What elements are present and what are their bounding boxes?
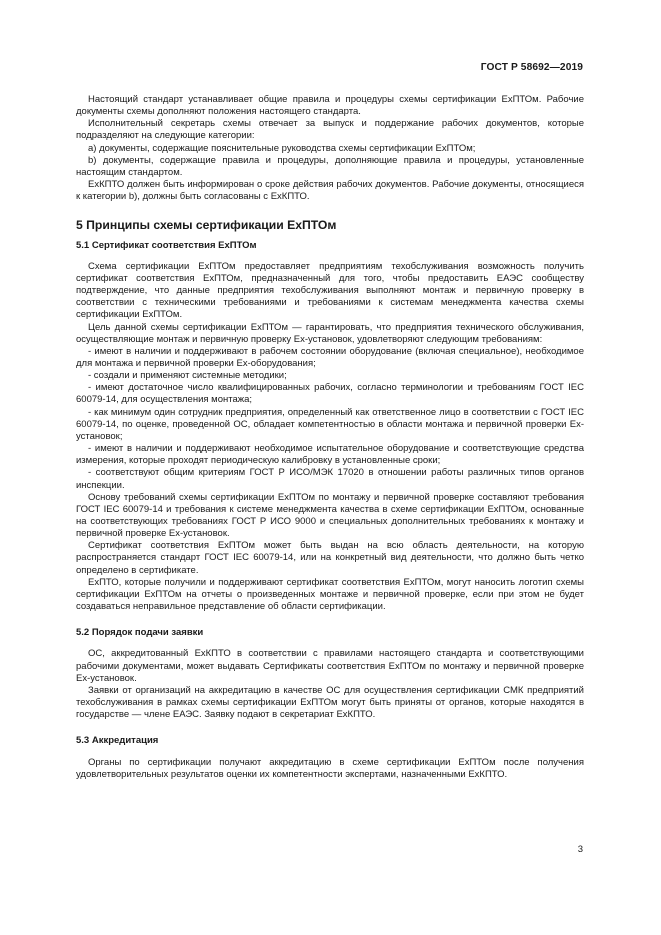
paragraph: ExПТО, которые получили и поддерживают сертификат соответствия ExПТОм, могут наносить логотип схемы сертификации ExПТОм на отчеты о произведенных монтаже и первичной проверке, если при этом не будет создаваться неправильное представление об области сертификации. [76,576,584,613]
document-body [76,94,584,781]
list-item: - создали и применяют системные методики; [88,370,287,382]
paragraph: Исполнительный секретарь схемы отвечает за выпуск и поддержание рабочих документов, которые подразделяют на следующие категории: [76,118,584,142]
paragraph: Схема сертификации ExПТОм предоставляет предприятиям техобслуживания возможность получить сертификат соответствия ExПТОм, предназначенный для того, чтобы предоставить ЕАЭС сообществу подтверждение, что данные предприятия техобслуживания выполняют монтаж и первичную проверку в соответствии с техническими требованиями и требованиями к системам менеджмента качества схемы сертификации ExПТОм. [76,260,584,321]
list-item: a) документы, содержащие пояснительные руководства схемы сертификации ExПТОм; [88,142,476,154]
list-item: - имеют достаточное число квалифицированных рабочих, согласно терминологии и требованиям ГОСТ IEC 60079-14, для осуществления монтажа; [76,382,584,406]
subsection-5-2-heading: 5.2 Порядок подачи заявки [76,627,204,639]
list-item: b) документы, содержащие правила и процедуры, дополняющие правила и процедуры, установленные настоящим стандартом. [76,154,584,178]
paragraph: Цель данной схемы сертификации ExПТОм — гарантировать, что предприятия технического обслуживания, осуществляющие монтаж и первичную проверку Ex-установок, удовлетворяют следующим требованиям: [76,321,584,345]
list-item: - имеют в наличии и поддерживают в рабочем состоянии оборудование (включая специальное), необходимое для монтажа и первичной проверки Ex-оборудования; [76,345,584,369]
paragraph: Органы по сертификации получают аккредитацию в схеме сертификации ExПТОм после получения удовлетворительных результатов оценки их компетентности экспертами, назначенными ExКПТО. [76,756,584,780]
paragraph: Основу требований схемы сертификации ExПТОм по монтажу и первичной проверке составляют требования ГОСТ IEC 60079-14 и требования к системе менеджмента качества в схеме сертификации ExПТОм, основанные на соответствующих требованиях ГОСТ Р ИСО 9000 и специальных дополнительных требованиях к монтажу и первичной проверке Ex-установок. [76,491,584,540]
subsection-5-3-heading: 5.3 Аккредитация [76,735,159,747]
paragraph: Заявки от организаций на аккредитацию в качестве ОС для осуществления сертификации СМК предприятий техобслуживания в рамках схемы сертификации ExПТОм могут быть приняты от органов, которые находятся в государстве — члене ЕАЭС. Заявку подают в секретариат ExКПТО. [76,684,584,721]
paragraph: ОС, аккредитованный ExКПТО в соответствии с правилами настоящего стандарта и соответствующими рабочими документами, может выдавать Сертификаты соответствия ExПТОм по монтажу и первичной проверке Ex-установок. [76,648,584,684]
page-number: 3 [577,844,583,855]
paragraph: Настоящий стандарт устанавливает общие правила и процедуры схемы сертификации ExПТОм. Рабочие документы схемы дополняют положения настоящего стандарта. [76,94,584,118]
paragraph: Сертификат соответствия ExПТОм может быть выдан на всю область деятельности, на которую распространяется стандарт ГОСТ IEC 60079-14, или на конкретный вид деятельности, что должно быть четко определено в сертификате. [76,540,584,576]
document-header: ГОСТ Р 58692—2019 [480,62,583,73]
list-item: - имеют в наличии и поддерживают необходимое испытательное оборудование и соответствующие средства измерения, которые проходят периодическую калибровку в установленные сроки; [76,443,584,467]
list-item: - соответствуют общим критериям ГОСТ Р ИСО/МЭК 17020 в отношении работы различных типов органов инспекции. [76,467,584,491]
list-item: - как минимум один сотрудник предприятия, определенный как ответственное лицо в соответствии с ГОСТ IEC 60079-14, по оценке, проведенной ОС, обладает компетентностью в области монтажа и первичной проверки Ex-установок; [76,406,584,442]
paragraph: ExКПТО должен быть информирован о сроке действия рабочих документов. Рабочие документы, относящиеся к категории b), должны быть согласованы с ExКПТО. [76,179,584,203]
section-5-heading: 5 Принципы схемы сертификации ExПТОм [76,218,337,233]
subsection-5-1-heading: 5.1 Сертификат соответствия ExПТОм [76,239,257,251]
